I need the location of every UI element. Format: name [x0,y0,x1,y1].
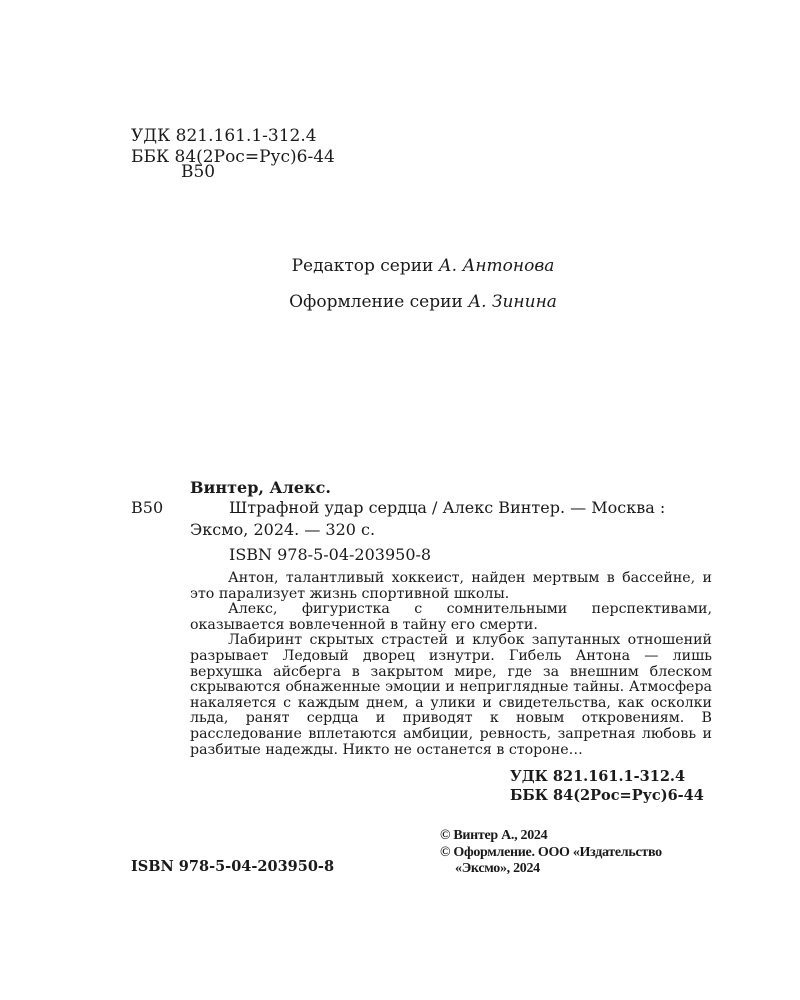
copyright-design-line-1: © Оформление. ООО «Издательство [440,845,662,860]
editor-credit [0,256,800,277]
author-mark: В50 [181,162,216,182]
copyright-author: © Винтер А., 2024 [440,828,548,843]
footer-isbn: ISBN 978-5-04-203950-8 [131,858,335,875]
design-credit [0,292,800,313]
bib-author-mark: В50 [131,498,164,517]
classification-bbk: ББК 84(2Рос=Рус)6-44 [510,787,704,804]
annotation-paragraph: Антон, талантливый хоккеист, найден мертвым в бассейне, и это парализует жизнь спортивной школы. [190,570,712,602]
udk-code: УДК 821.161.1-312.4 [131,126,317,146]
bbk-code: ББК 84(2Рос=Рус)6-44 [131,147,335,167]
bib-title-line-1: Штрафной удар сердца / Алекс Винтер. — Москва : [229,498,666,517]
annotation [190,571,712,758]
editor-role: Редактор серии [291,256,434,276]
bib-title-line-2: Эксмо, 2024. — 320 с. [190,520,376,539]
design-name: А. Зинина [468,292,557,312]
classification-udk: УДК 821.161.1-312.4 [510,768,686,785]
author-heading: Винтер, Алекс. [190,478,331,497]
editor-name: А. Антонова [438,256,555,276]
isbn: ISBN 978-5-04-203950-8 [229,545,432,564]
copyright-design-line-2: «Эксмо», 2024 [455,861,540,876]
annotation-paragraph: Алекс, фигуристка с сомнительными перспективами, оказывается вовлеченной в тайну его смерти. [190,601,712,633]
design-role: Оформление серии [289,292,463,312]
annotation-paragraph: Лабиринт скрытых страстей и клубок запутанных отношений разрывает Ледовый дворец изнутри. Гибель Антона — лишь верхушка айсберга в закрытом мире, где за внешним блеском скрываются обнаженные эмоции и неприглядные тайны. Атмосфера накаляется с каждым днем, а улики и свидетельства, как осколки льда, ранят сердца и приводят к новым откровениям. В расследование вплетаются амбиции, ревность, запретная любовь и разбитые надежды. Никто не останется в стороне… [190,632,712,758]
